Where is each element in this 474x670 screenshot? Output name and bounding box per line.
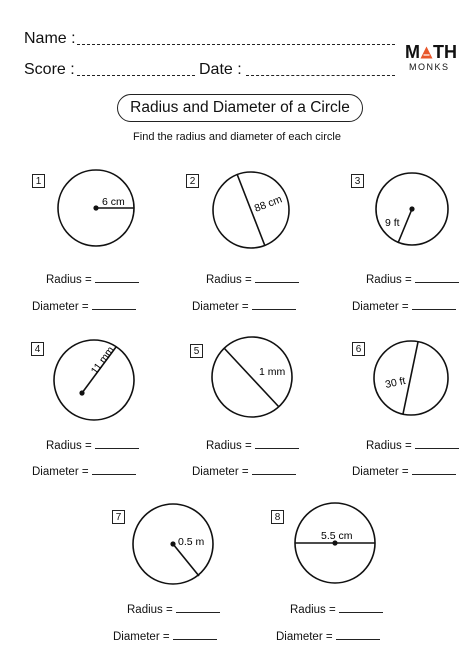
- radius-answer-7[interactable]: [127, 602, 220, 616]
- problem-number-5: 5: [190, 344, 203, 358]
- score-label: Score :: [24, 61, 75, 78]
- radius-label: Radius =: [290, 604, 336, 616]
- radius-answer-8[interactable]: [290, 602, 383, 616]
- date-label: Date :: [199, 61, 242, 78]
- radius-label: Radius =: [366, 274, 412, 286]
- answer-blank[interactable]: [412, 464, 456, 475]
- logo-letter-m: M: [405, 42, 420, 62]
- answer-blank[interactable]: [173, 629, 217, 640]
- measure-2: 88 cm: [252, 193, 284, 215]
- measure-1: 6 cm: [102, 196, 125, 208]
- answer-blank[interactable]: [412, 299, 456, 310]
- diameter-label: Diameter =: [352, 301, 409, 313]
- diameter-label: Diameter =: [276, 631, 333, 643]
- diameter-label: Diameter =: [32, 466, 89, 478]
- diameter-answer-1[interactable]: [32, 299, 136, 313]
- diameter-label: Diameter =: [32, 301, 89, 313]
- diameter-label: Diameter =: [113, 631, 170, 643]
- name-label: Name :: [24, 30, 76, 47]
- measure-7: 0.5 m: [178, 536, 205, 548]
- diameter-label: Diameter =: [352, 466, 409, 478]
- answer-blank[interactable]: [252, 464, 296, 475]
- logo-letters-th: TH: [433, 42, 457, 62]
- problem-number-6: 6: [352, 342, 365, 356]
- diameter-answer-4[interactable]: [32, 464, 136, 478]
- radius-answer-2[interactable]: [206, 272, 299, 286]
- answer-blank[interactable]: [95, 438, 139, 449]
- radius-label: Radius =: [206, 440, 252, 452]
- measure-4: 11 mm: [88, 344, 117, 377]
- problem-number-2: 2: [186, 174, 199, 188]
- logo-subtext: MONKS: [409, 62, 450, 72]
- answer-blank[interactable]: [336, 629, 380, 640]
- answer-blank[interactable]: [415, 272, 459, 283]
- radius-label: Radius =: [127, 604, 173, 616]
- answer-blank[interactable]: [252, 299, 296, 310]
- answer-blank[interactable]: [339, 602, 383, 613]
- diameter-answer-3[interactable]: [352, 299, 456, 313]
- radius-label: Radius =: [46, 274, 92, 286]
- problem-number-7: 7: [112, 510, 125, 524]
- problem-number-4: 4: [31, 342, 44, 356]
- answer-blank[interactable]: [176, 602, 220, 613]
- diameter-answer-6[interactable]: [352, 464, 456, 478]
- radius-answer-3[interactable]: [366, 272, 459, 286]
- measure-6: 30 ft: [384, 374, 407, 391]
- radius-answer-1[interactable]: [46, 272, 139, 286]
- diameter-answer-7[interactable]: [113, 629, 217, 643]
- measure-5: 1 mm: [259, 366, 286, 378]
- circle-4: [54, 340, 134, 420]
- problem-number-3: 3: [351, 174, 364, 188]
- instructions: Find the radius and diameter of each circle: [133, 131, 341, 143]
- answer-blank[interactable]: [92, 299, 136, 310]
- answer-blank[interactable]: [95, 272, 139, 283]
- measure-3: 9 ft: [385, 217, 400, 229]
- diameter-answer-8[interactable]: [276, 629, 380, 643]
- diameter-answer-2[interactable]: [192, 299, 296, 313]
- radius-label: Radius =: [206, 274, 252, 286]
- measure-8: 5.5 cm: [321, 530, 353, 542]
- radius-answer-5[interactable]: [206, 438, 299, 452]
- problem-number-8: 8: [271, 510, 284, 524]
- answer-blank[interactable]: [255, 272, 299, 283]
- worksheet-title-text: Radius and Diameter of a Circle: [130, 99, 350, 116]
- radius-answer-4[interactable]: [46, 438, 139, 452]
- circle-2: [213, 172, 289, 248]
- answer-blank[interactable]: [255, 438, 299, 449]
- radius-label: Radius =: [46, 440, 92, 452]
- radius-answer-6[interactable]: [366, 438, 459, 452]
- answer-blank[interactable]: [415, 438, 459, 449]
- radius-label: Radius =: [366, 440, 412, 452]
- answer-blank[interactable]: [92, 464, 136, 475]
- diameter-label: Diameter =: [192, 301, 249, 313]
- problem-number-1: 1: [32, 174, 45, 188]
- diameter-answer-5[interactable]: [192, 464, 296, 478]
- diameter-label: Diameter =: [192, 466, 249, 478]
